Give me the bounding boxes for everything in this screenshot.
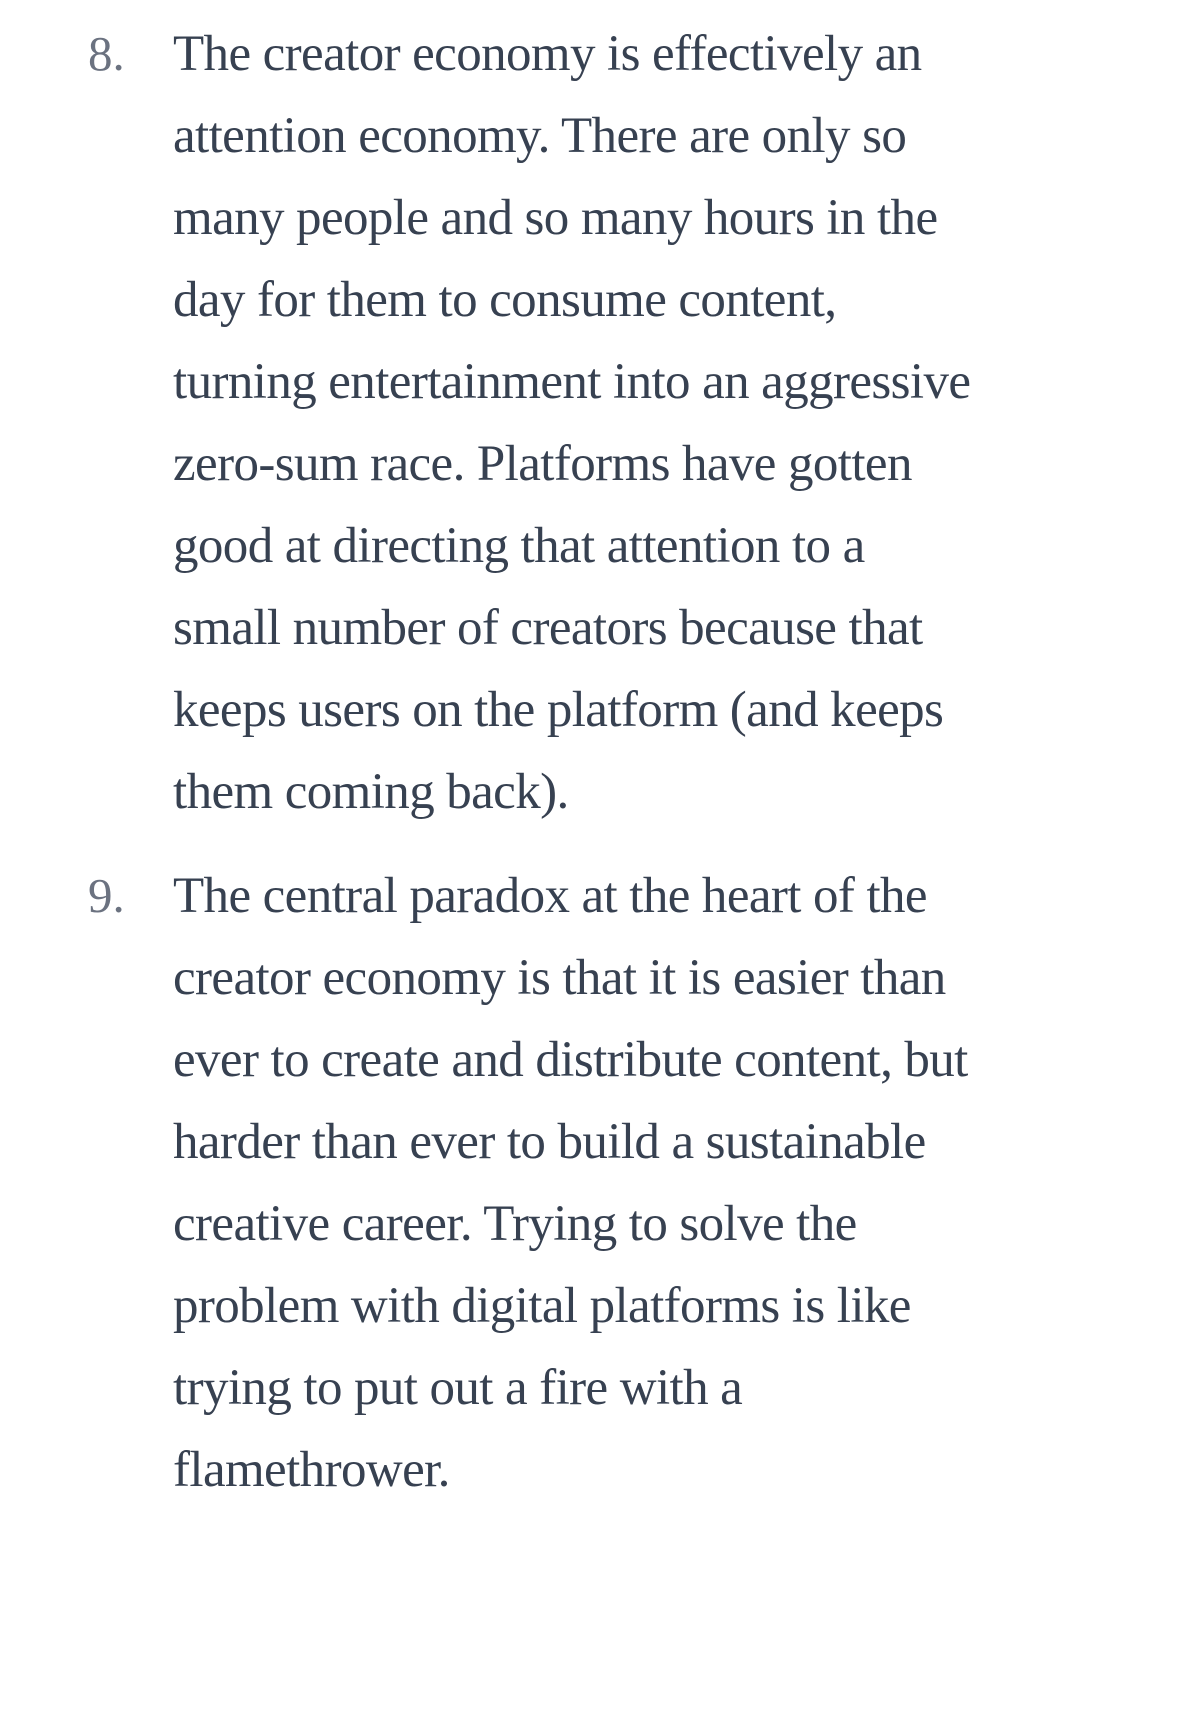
list-item-8 bbox=[0, 0, 1179, 833]
text-line: zero-sum race. Platforms have gotten bbox=[173, 436, 912, 492]
text-line: flamethrower. bbox=[173, 1442, 450, 1498]
text-line: The central paradox at the heart of the bbox=[173, 868, 927, 924]
text-line: creator economy is that it is easier than bbox=[173, 950, 946, 1006]
text-line: turning entertainment into an aggressive bbox=[173, 354, 971, 410]
text-line: small number of creators because that bbox=[173, 600, 923, 656]
text-line: ever to create and distribute content, but bbox=[173, 1032, 968, 1088]
text-line: attention economy. There are only so bbox=[173, 108, 907, 164]
list-marker: 8. bbox=[88, 26, 125, 81]
text-line: creative career. Trying to solve the bbox=[173, 1196, 857, 1252]
text-line: day for them to consume content, bbox=[173, 272, 837, 328]
text-line: problem with digital platforms is like bbox=[173, 1278, 911, 1334]
text-line: keeps users on the platform (and keeps bbox=[173, 682, 944, 738]
text-line: trying to put out a fire with a bbox=[173, 1360, 743, 1416]
text-line: harder than ever to build a sustainable bbox=[173, 1114, 926, 1170]
list-marker: 9. bbox=[88, 868, 125, 923]
list-item-9 bbox=[0, 855, 1179, 1511]
text-line: them coming back). bbox=[173, 764, 569, 820]
text-line: good at directing that attention to a bbox=[173, 518, 865, 574]
text-line: The creator economy is effectively an bbox=[173, 26, 922, 82]
text-line: many people and so many hours in the bbox=[173, 190, 938, 246]
